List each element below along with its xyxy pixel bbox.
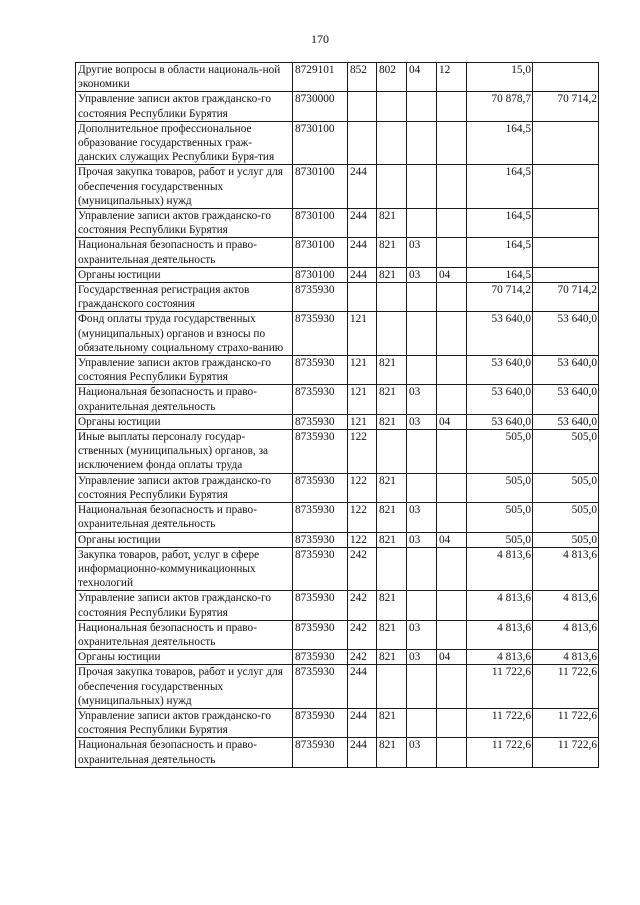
administrator-code-cell: 821 [377, 356, 407, 385]
subsection-code-cell [437, 209, 467, 238]
amount-second-cell: 11 722,6 [533, 708, 599, 737]
section-code-cell: 03 [407, 414, 437, 429]
target-article-code-cell: 8735930 [293, 385, 348, 414]
subsection-code-cell [437, 121, 467, 165]
amount-second-cell: 4 813,6 [533, 620, 599, 649]
target-article-code-cell: 8735930 [293, 503, 348, 532]
expense-name-cell: Государственная регистрация актов гражданского состояния [76, 283, 293, 312]
expense-name-cell: Органы юстиции [76, 650, 293, 665]
target-article-code-cell: 8735930 [293, 283, 348, 312]
amount-second-cell: 505,0 [533, 473, 599, 502]
target-article-code-cell: 8735930 [293, 620, 348, 649]
amount-second-cell: 4 813,6 [533, 650, 599, 665]
target-article-code-cell: 8730100 [293, 209, 348, 238]
expense-type-code-cell: 121 [348, 414, 377, 429]
expense-name-cell: Другие вопросы в области националь-ной экономики [76, 63, 293, 92]
expense-type-code-cell: 121 [348, 312, 377, 356]
amount-first-cell: 4 813,6 [467, 650, 533, 665]
table-body [76, 63, 599, 768]
expense-name-cell: Органы юстиции [76, 267, 293, 282]
target-article-code-cell: 8735930 [293, 547, 348, 591]
amount-first-cell: 4 813,6 [467, 620, 533, 649]
administrator-code-cell [377, 165, 407, 209]
administrator-code-cell [377, 283, 407, 312]
amount-second-cell: 4 813,6 [533, 591, 599, 620]
target-article-code-cell: 8735930 [293, 312, 348, 356]
amount-first-cell: 70 714,2 [467, 283, 533, 312]
administrator-code-cell: 821 [377, 503, 407, 532]
expense-type-code-cell: 244 [348, 267, 377, 282]
administrator-code-cell: 821 [377, 414, 407, 429]
section-code-cell: 04 [407, 63, 437, 92]
administrator-code-cell: 821 [377, 591, 407, 620]
table-row [76, 209, 599, 238]
table-row [76, 92, 599, 121]
amount-second-cell: 505,0 [533, 503, 599, 532]
administrator-code-cell: 821 [377, 620, 407, 649]
table-row [76, 385, 599, 414]
amount-first-cell: 164,5 [467, 238, 533, 267]
target-article-code-cell: 8735930 [293, 414, 348, 429]
amount-second-cell [533, 267, 599, 282]
target-article-code-cell: 8730100 [293, 165, 348, 209]
subsection-code-cell [437, 547, 467, 591]
administrator-code-cell [377, 121, 407, 165]
table-row [76, 503, 599, 532]
expense-name-cell: Дополнительное профессиональное образование государственных граж-данских служащих Республики Буря-тия [76, 121, 293, 165]
subsection-code-cell [437, 473, 467, 502]
table-row [76, 738, 599, 767]
administrator-code-cell: 821 [377, 650, 407, 665]
expense-type-code-cell: 121 [348, 385, 377, 414]
amount-second-cell: 11 722,6 [533, 738, 599, 767]
expense-name-cell: Фонд оплаты труда государственных (муниципальных) органов и взносы по обязательному социальному страхо-ванию [76, 312, 293, 356]
section-code-cell: 03 [407, 385, 437, 414]
subsection-code-cell: 12 [437, 63, 467, 92]
administrator-code-cell [377, 547, 407, 591]
amount-second-cell [533, 63, 599, 92]
subsection-code-cell [437, 238, 467, 267]
amount-second-cell [533, 238, 599, 267]
subsection-code-cell [437, 385, 467, 414]
subsection-code-cell [437, 92, 467, 121]
target-article-code-cell: 8735930 [293, 708, 348, 737]
page-number: 170 [311, 32, 329, 46]
expense-name-cell: Управление записи актов гражданско-го состояния Республики Бурятия [76, 591, 293, 620]
amount-first-cell: 164,5 [467, 267, 533, 282]
amount-first-cell: 164,5 [467, 165, 533, 209]
amount-first-cell: 164,5 [467, 209, 533, 238]
expense-type-code-cell: 122 [348, 473, 377, 502]
expense-type-code-cell: 244 [348, 708, 377, 737]
table-row [76, 430, 599, 474]
amount-first-cell: 11 722,6 [467, 665, 533, 709]
amount-first-cell: 15,0 [467, 63, 533, 92]
administrator-code-cell: 821 [377, 385, 407, 414]
expense-type-code-cell: 244 [348, 238, 377, 267]
amount-second-cell: 53 640,0 [533, 356, 599, 385]
administrator-code-cell [377, 665, 407, 709]
subsection-code-cell: 04 [437, 267, 467, 282]
section-code-cell: 03 [407, 532, 437, 547]
table-row [76, 665, 599, 709]
section-code-cell: 03 [407, 503, 437, 532]
subsection-code-cell [437, 665, 467, 709]
expense-name-cell: Управление записи актов гражданско-го состояния Республики Бурятия [76, 209, 293, 238]
section-code-cell: 03 [407, 620, 437, 649]
expense-name-cell: Национальная безопасность и право-охранительная деятельность [76, 503, 293, 532]
section-code-cell [407, 165, 437, 209]
target-article-code-cell: 8735930 [293, 473, 348, 502]
section-code-cell [407, 356, 437, 385]
table-row [76, 708, 599, 737]
expense-type-code-cell: 242 [348, 650, 377, 665]
subsection-code-cell [437, 312, 467, 356]
expense-name-cell: Иные выплаты персоналу государ-ственных (муниципальных) органов, за исключением фонда оплаты труда [76, 430, 293, 474]
subsection-code-cell [437, 356, 467, 385]
amount-first-cell: 53 640,0 [467, 385, 533, 414]
administrator-code-cell: 821 [377, 238, 407, 267]
expense-type-code-cell: 242 [348, 591, 377, 620]
section-code-cell [407, 591, 437, 620]
amount-first-cell: 53 640,0 [467, 414, 533, 429]
expense-type-code-cell: 122 [348, 430, 377, 474]
expense-type-code-cell [348, 92, 377, 121]
expense-type-code-cell [348, 283, 377, 312]
section-code-cell [407, 430, 437, 474]
subsection-code-cell [437, 738, 467, 767]
expense-name-cell: Управление записи актов гражданско-го состояния Республики Бурятия [76, 708, 293, 737]
expense-name-cell: Национальная безопасность и право-охранительная деятельность [76, 620, 293, 649]
expense-type-code-cell: 244 [348, 165, 377, 209]
target-article-code-cell: 8729101 [293, 63, 348, 92]
administrator-code-cell [377, 430, 407, 474]
expense-type-code-cell: 244 [348, 209, 377, 238]
amount-second-cell [533, 121, 599, 165]
expense-type-code-cell: 122 [348, 503, 377, 532]
expense-name-cell: Управление записи актов гражданско-го состояния Республики Бурятия [76, 92, 293, 121]
target-article-code-cell: 8735930 [293, 650, 348, 665]
expense-type-code-cell: 242 [348, 547, 377, 591]
amount-second-cell: 11 722,6 [533, 665, 599, 709]
subsection-code-cell [437, 503, 467, 532]
expense-name-cell: Прочая закупка товаров, работ и услуг для обеспечения государственных (муниципальных) нужд [76, 665, 293, 709]
table-row [76, 238, 599, 267]
target-article-code-cell: 8735930 [293, 738, 348, 767]
table-row [76, 591, 599, 620]
subsection-code-cell [437, 620, 467, 649]
expense-name-cell: Прочая закупка товаров, работ и услуг для обеспечения государственных (муниципальных) нужд [76, 165, 293, 209]
section-code-cell: 03 [407, 738, 437, 767]
amount-first-cell: 53 640,0 [467, 312, 533, 356]
amount-first-cell: 11 722,6 [467, 708, 533, 737]
amount-first-cell: 11 722,6 [467, 738, 533, 767]
target-article-code-cell: 8735930 [293, 665, 348, 709]
section-code-cell: 03 [407, 650, 437, 665]
section-code-cell [407, 547, 437, 591]
administrator-code-cell: 821 [377, 532, 407, 547]
administrator-code-cell: 821 [377, 708, 407, 737]
subsection-code-cell: 04 [437, 650, 467, 665]
subsection-code-cell [437, 591, 467, 620]
subsection-code-cell [437, 165, 467, 209]
table-row [76, 532, 599, 547]
expense-name-cell: Управление записи актов гражданско-го состояния Республики Бурятия [76, 473, 293, 502]
amount-second-cell: 70 714,2 [533, 92, 599, 121]
table-row [76, 620, 599, 649]
amount-first-cell: 505,0 [467, 430, 533, 474]
amount-first-cell: 505,0 [467, 532, 533, 547]
table-row [76, 547, 599, 591]
subsection-code-cell [437, 283, 467, 312]
administrator-code-cell: 821 [377, 209, 407, 238]
table-row [76, 283, 599, 312]
amount-second-cell: 53 640,0 [533, 312, 599, 356]
expense-type-code-cell: 121 [348, 356, 377, 385]
administrator-code-cell: 802 [377, 63, 407, 92]
expense-name-cell: Органы юстиции [76, 532, 293, 547]
expense-name-cell: Закупка товаров, работ, услуг в сфере информационно-коммуникационных технологий [76, 547, 293, 591]
table-row [76, 650, 599, 665]
amount-first-cell: 505,0 [467, 503, 533, 532]
section-code-cell [407, 708, 437, 737]
administrator-code-cell [377, 312, 407, 356]
expense-type-code-cell: 852 [348, 63, 377, 92]
amount-second-cell [533, 165, 599, 209]
target-article-code-cell: 8730100 [293, 121, 348, 165]
amount-first-cell: 53 640,0 [467, 356, 533, 385]
expense-name-cell: Национальная безопасность и право-охранительная деятельность [76, 238, 293, 267]
section-code-cell: 03 [407, 267, 437, 282]
section-code-cell [407, 312, 437, 356]
amount-first-cell: 164,5 [467, 121, 533, 165]
target-article-code-cell: 8735930 [293, 430, 348, 474]
amount-second-cell: 4 813,6 [533, 547, 599, 591]
administrator-code-cell: 821 [377, 738, 407, 767]
subsection-code-cell: 04 [437, 532, 467, 547]
table-row [76, 356, 599, 385]
section-code-cell: 03 [407, 238, 437, 267]
amount-second-cell [533, 209, 599, 238]
subsection-code-cell: 04 [437, 414, 467, 429]
amount-first-cell: 4 813,6 [467, 591, 533, 620]
target-article-code-cell: 8730100 [293, 238, 348, 267]
amount-second-cell: 53 640,0 [533, 385, 599, 414]
amount-second-cell: 70 714,2 [533, 283, 599, 312]
amount-first-cell: 505,0 [467, 473, 533, 502]
target-article-code-cell: 8730000 [293, 92, 348, 121]
table-row [76, 312, 599, 356]
amount-second-cell: 505,0 [533, 532, 599, 547]
section-code-cell [407, 665, 437, 709]
expense-type-code-cell: 242 [348, 620, 377, 649]
amount-second-cell: 53 640,0 [533, 414, 599, 429]
budget-table [75, 62, 599, 768]
section-code-cell [407, 121, 437, 165]
target-article-code-cell: 8730100 [293, 267, 348, 282]
subsection-code-cell [437, 708, 467, 737]
administrator-code-cell: 821 [377, 473, 407, 502]
section-code-cell [407, 209, 437, 238]
table-row [76, 63, 599, 92]
expense-name-cell: Органы юстиции [76, 414, 293, 429]
target-article-code-cell: 8735930 [293, 356, 348, 385]
table-row [76, 473, 599, 502]
table-row [76, 414, 599, 429]
expense-type-code-cell: 244 [348, 738, 377, 767]
administrator-code-cell [377, 92, 407, 121]
target-article-code-cell: 8735930 [293, 532, 348, 547]
amount-first-cell: 4 813,6 [467, 547, 533, 591]
expense-name-cell: Национальная безопасность и право-охранительная деятельность [76, 385, 293, 414]
expense-name-cell: Национальная безопасность и право-охранительная деятельность [76, 738, 293, 767]
section-code-cell [407, 92, 437, 121]
table-row [76, 165, 599, 209]
target-article-code-cell: 8735930 [293, 591, 348, 620]
subsection-code-cell [437, 430, 467, 474]
section-code-cell [407, 473, 437, 502]
section-code-cell [407, 283, 437, 312]
table-row [76, 267, 599, 282]
administrator-code-cell: 821 [377, 267, 407, 282]
expense-type-code-cell: 244 [348, 665, 377, 709]
amount-first-cell: 70 878,7 [467, 92, 533, 121]
expense-type-code-cell [348, 121, 377, 165]
table-row [76, 121, 599, 165]
amount-second-cell: 505,0 [533, 430, 599, 474]
expense-name-cell: Управление записи актов гражданско-го состояния Республики Бурятия [76, 356, 293, 385]
expense-type-code-cell: 122 [348, 532, 377, 547]
